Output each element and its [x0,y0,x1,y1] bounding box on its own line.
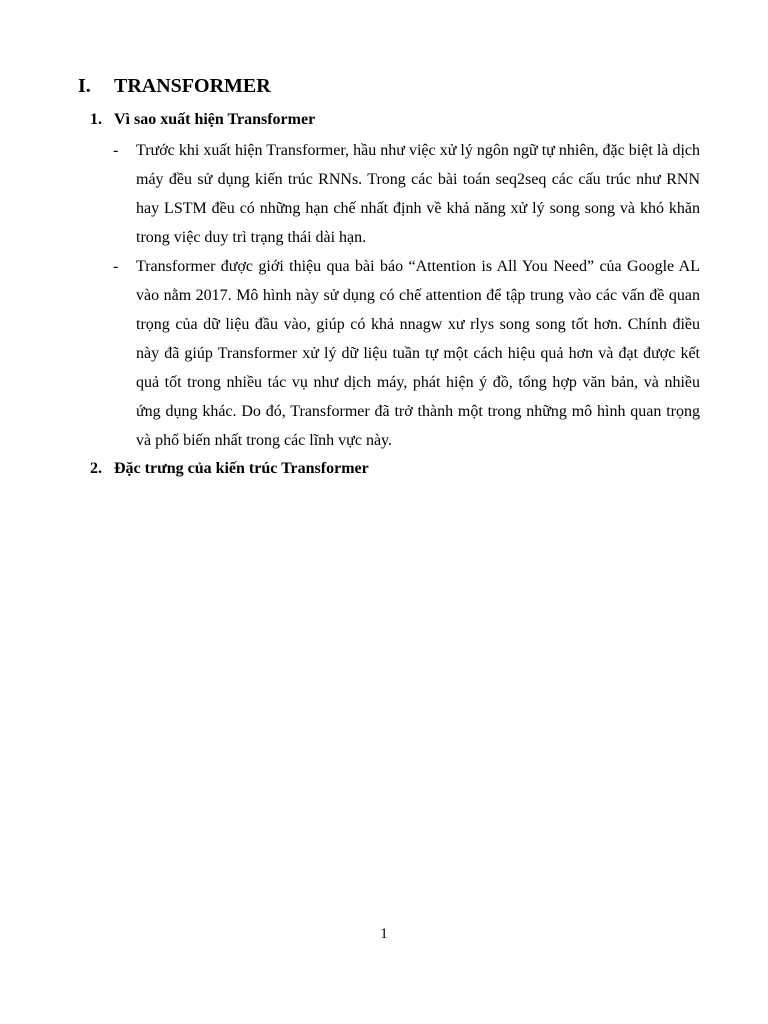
subsection-heading-2 [90,458,369,480]
bullet-item-2 [113,252,700,455]
subsection-title: Vì sao xuất hiện Transformer [114,111,316,128]
subsection-heading-1 [90,109,315,131]
section-heading [78,72,271,100]
subsection-number: 1. [90,111,102,128]
bullet-marker: - [113,258,119,275]
bullet-item-1 [113,136,700,252]
subsection-title: Đặc trưng của kiến trúc Transformer [114,460,369,477]
subsection-number: 2. [90,460,102,477]
bullet-text: Transformer được giới thiệu qua bài báo “Attention is All You Need” của Google AL vào nằm 2017. Mô hình này sử dụng có chế attention để tập trung vào các vấn đề quan trọng của dữ liệu đầu vào, giúp có khả nnagw xư rlys song song tốt hơn. Chính điều này đã giúp Transformer xử lý dữ liệu tuần tự một cách hiệu quả hơn và đạt được kết quả tốt trong nhiều tác vụ như dịch máy, phát hiện ý đồ, tổng hợp văn bản, và nhiều ứng dụng khác. Do đó, Transformer đã trở thành một trong những mô hình quan trọng và phổ biến nhất trong các lĩnh vực này. [136,258,700,449]
section-title: TRANSFORMER [114,75,271,97]
bullet-text: Trước khi xuất hiện Transformer, hầu như việc xử lý ngôn ngữ tự nhiên, đặc biệt là dịch máy đều sử dụng kiến trúc RNNs. Trong các bài toán seq2seq các cấu trúc như RNN hay LSTM đều có những hạn chế nhất định về khả năng xử lý song song và khó khăn trong việc duy trì trạng thái dài hạn. [136,142,700,246]
bullet-marker: - [113,142,119,159]
section-number: I. [78,75,91,97]
page-number: 1 [380,926,388,942]
